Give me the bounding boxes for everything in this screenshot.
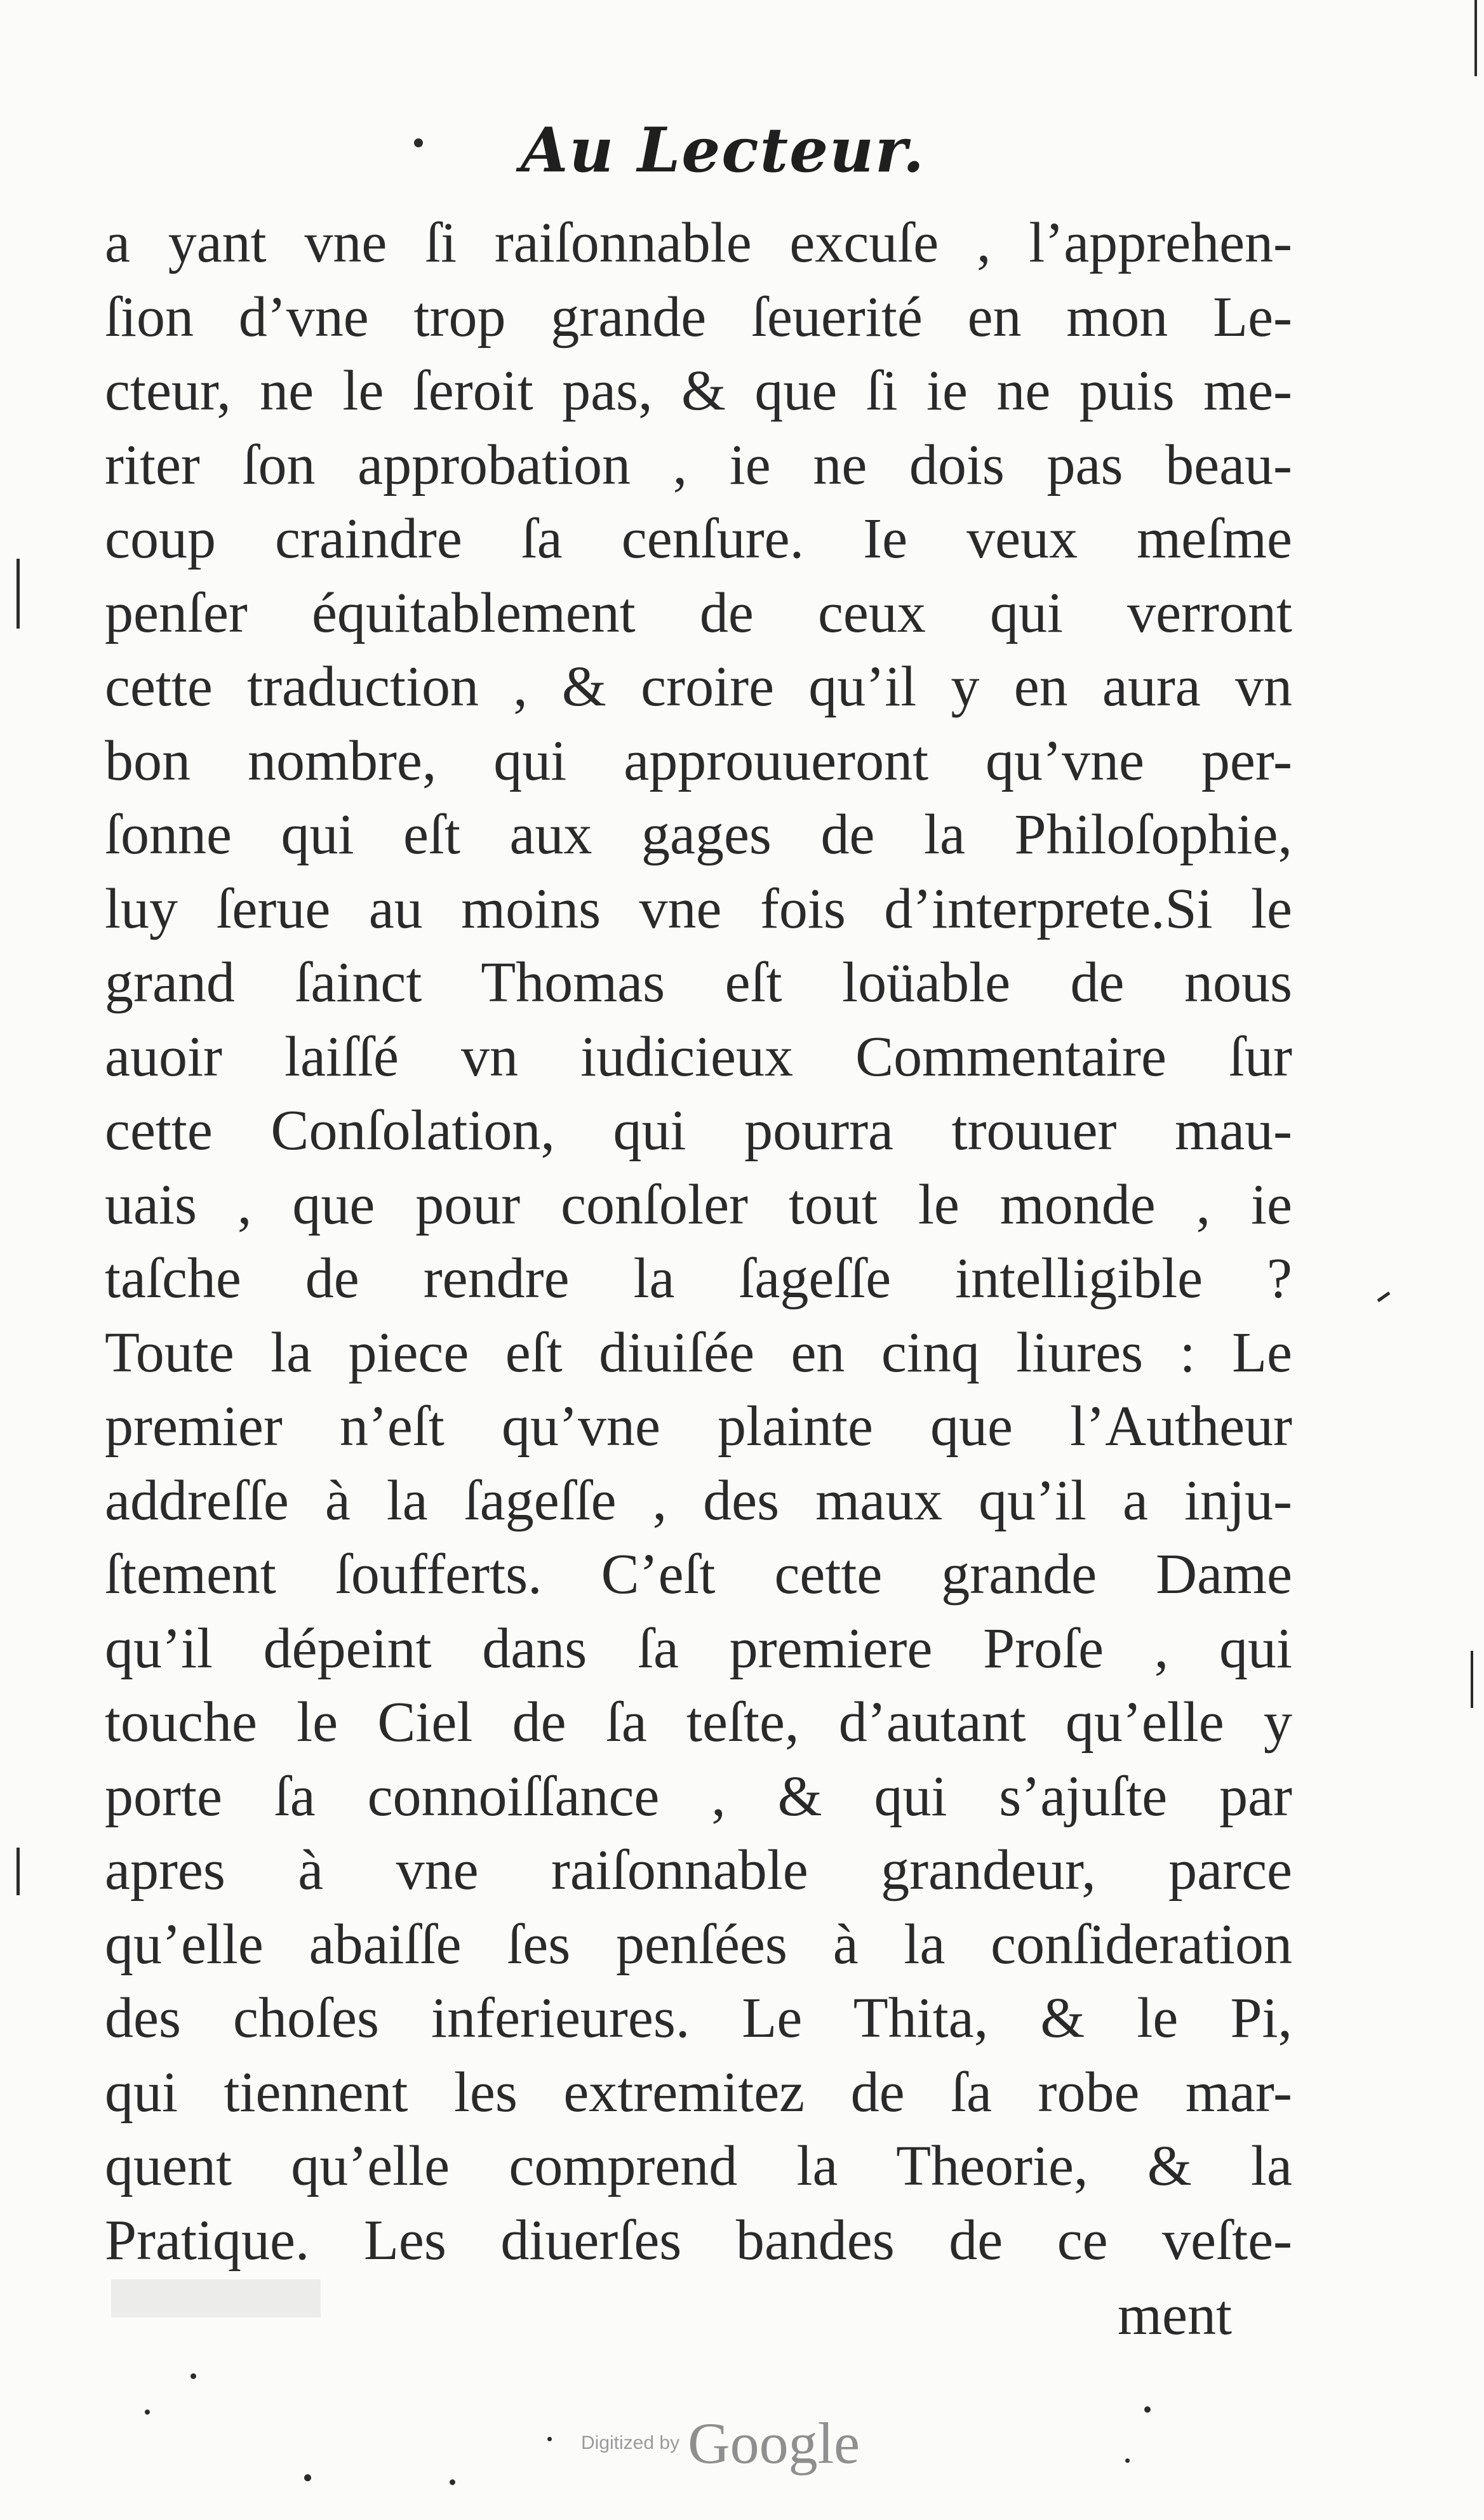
text-line: riter ſon approbation , ie ne dois pas beau- xyxy=(105,433,1292,497)
text-line: qui tiennent les extremitez de ſa robe mar- xyxy=(105,2060,1292,2124)
scan-speck xyxy=(304,2474,311,2481)
digitization-watermark xyxy=(581,2410,860,2477)
text-line: grand ſainct Thomas eſt loüable de nous xyxy=(105,951,1292,1014)
watermark-brand: Google xyxy=(688,2411,860,2476)
stray-tick xyxy=(1377,1291,1391,1302)
text-line: apres à vne raiſonnable grandeur, parce xyxy=(105,1839,1292,1902)
body-text xyxy=(105,206,1292,2277)
text-line: qu’il dépeint dans ſa premiere Proſe , qui xyxy=(105,1617,1292,1680)
scan-speck xyxy=(1144,2406,1151,2413)
text-line: cette traduction , & croire qu’il y en aura vn xyxy=(105,655,1292,718)
text-line: taſche de rendre la ſageſſe intelligible ? xyxy=(105,1247,1292,1310)
running-head: Au Lecteur. xyxy=(521,114,926,186)
text-line: penſer équitablement de ceux qui verront xyxy=(105,581,1292,644)
text-line: Pratique. Les diuerſes bandes de ce veſte- xyxy=(105,2208,1292,2272)
scan-speck xyxy=(1125,2458,1130,2463)
text-line: quent qu’elle comprend la Theorie, & la xyxy=(105,2135,1292,2197)
scan-speck xyxy=(547,2437,552,2441)
page-header xyxy=(0,108,1484,203)
right-margin-rule xyxy=(1471,1651,1473,1708)
scan-speck xyxy=(450,2479,455,2485)
left-margin-rule xyxy=(17,559,20,629)
text-line: cteur, ne le ſeroit pas, & que ſi ie ne puis me- xyxy=(105,359,1292,422)
text-line: auoir laiſſé vn iudicieux Commentaire ſur xyxy=(105,1025,1292,1088)
text-line: bon nombre, qui approuueront qu’vne per- xyxy=(105,729,1292,792)
left-margin-rule xyxy=(17,1848,20,1895)
scan-speck xyxy=(191,2373,196,2379)
text-line: des choſes inferieures. Le Thita, & le Pi, xyxy=(105,1987,1292,2050)
text-line: qu’elle abaiſſe ſes penſées à la conſideration xyxy=(105,1912,1292,1976)
watermark-prefix: Digitized by xyxy=(581,2432,680,2453)
text-line: luy ſerue au moins vne fois d’interprete.Si le xyxy=(105,877,1292,940)
catchword: ment xyxy=(1118,2284,1232,2347)
text-line: cette Conſolation, qui pourra trouuer mau- xyxy=(105,1099,1292,1162)
right-margin-rule xyxy=(1474,0,1477,76)
text-line: ſion d’vne trop grande ſeuerité en mon Le- xyxy=(105,285,1292,349)
faded-smudge xyxy=(111,2279,321,2317)
header-ornament-dot xyxy=(414,138,423,147)
text-line: premier n’eſt qu’vne plainte que l’Autheur xyxy=(105,1395,1292,1458)
text-line: Toute la piece eſt diuiſée en cinq liures : Le xyxy=(105,1321,1292,1384)
text-line: a yant vne ſi raiſonnable excuſe , l’apprehen- xyxy=(105,211,1292,274)
text-line: uais , que pour conſoler tout le monde , ie xyxy=(105,1173,1292,1236)
text-line: ſtement ſoufferts. C’eſt cette grande Dame xyxy=(105,1543,1292,1606)
text-line: ſonne qui eſt aux gages de la Philoſophie, xyxy=(105,803,1292,866)
text-line: porte ſa connoiſſance , & qui s’ajuſte par xyxy=(105,1764,1292,1828)
scan-speck xyxy=(145,2410,150,2415)
text-line: coup craindre ſa cenſure. Ie veux meſme xyxy=(105,507,1292,570)
text-line: touche le Ciel de ſa teſte, d’autant qu’elle y xyxy=(105,1691,1292,1754)
text-line: addreſſe à la ſageſſe , des maux qu’il a inju- xyxy=(105,1469,1292,1532)
